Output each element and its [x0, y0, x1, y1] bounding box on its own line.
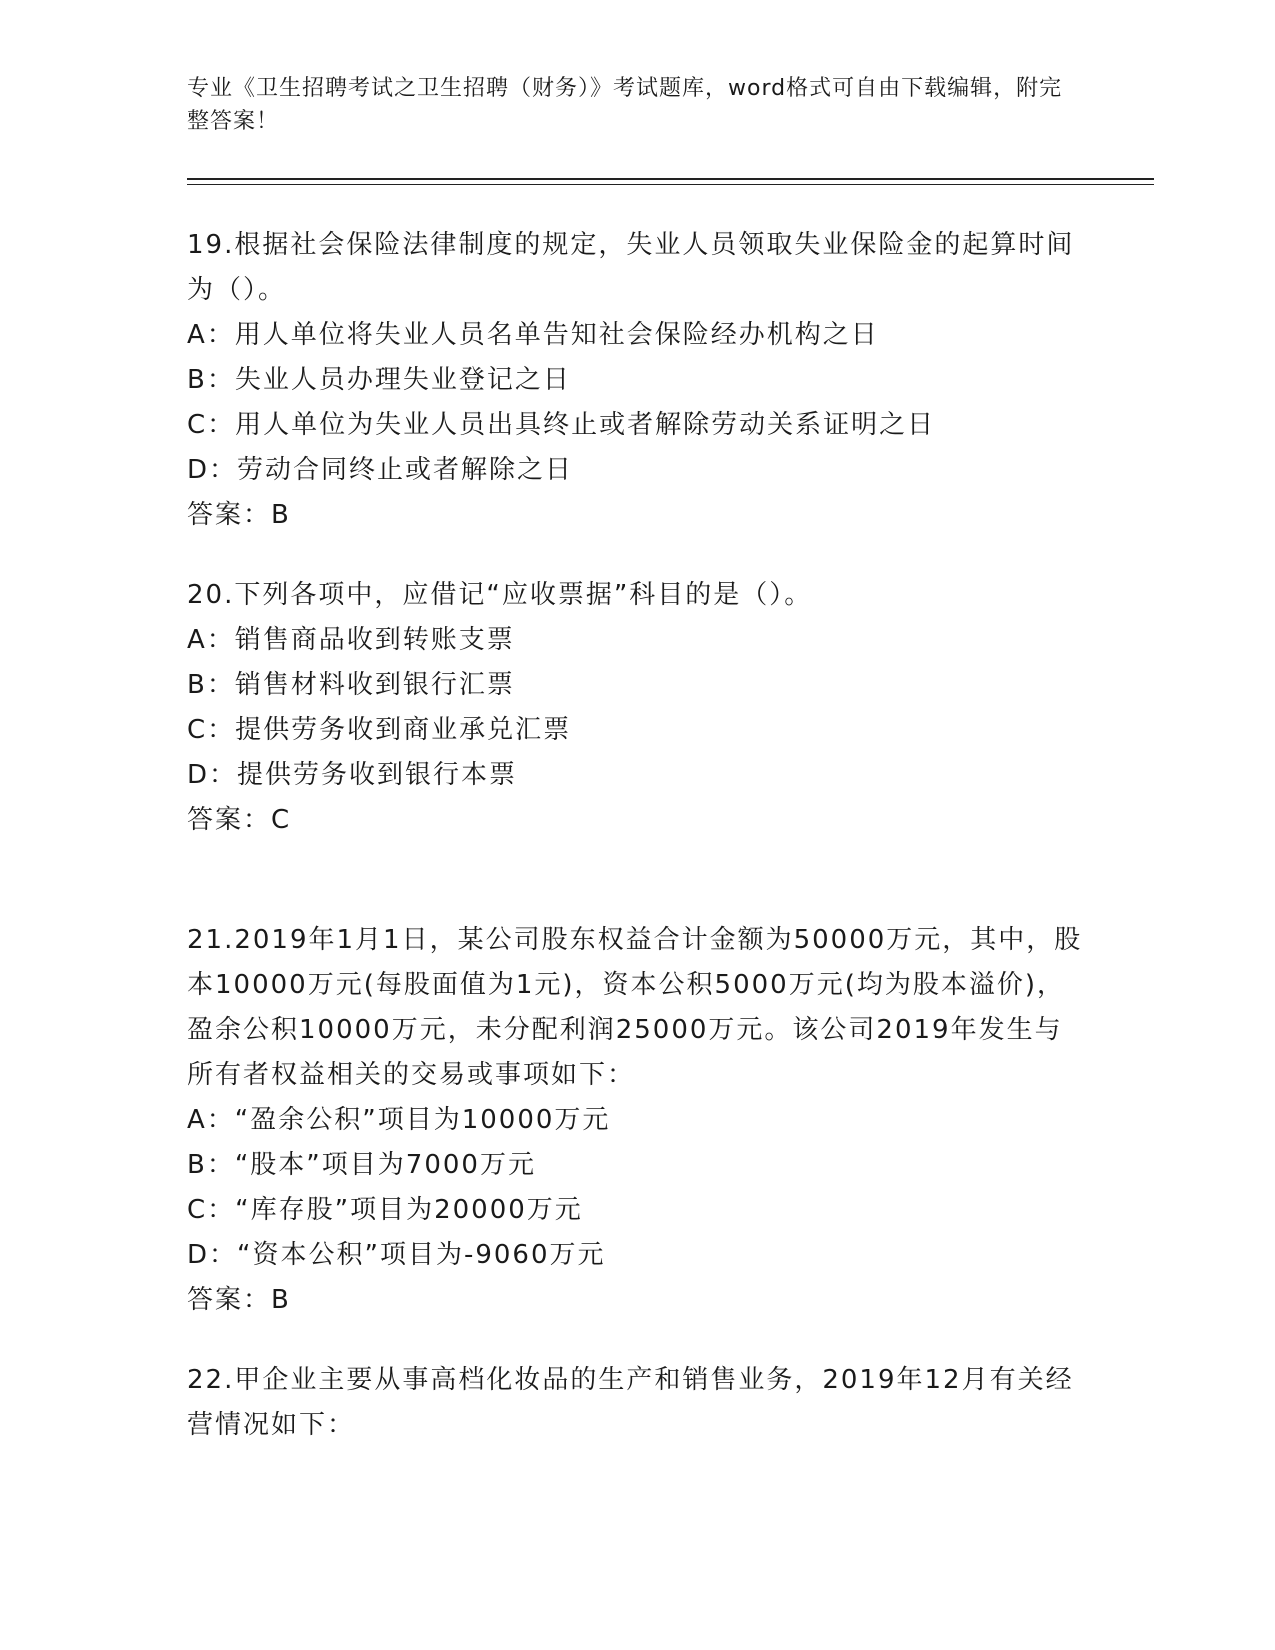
- question-22: [187, 1358, 1087, 1448]
- option-d: D：“资本公积”项目为-9060万元: [187, 1240, 606, 1270]
- answer-line: [187, 493, 1087, 538]
- document-header: 专业《卫生招聘考试之卫生招聘（财务）》考试题库，word格式可自由下载编辑，附完整答案！: [187, 76, 1063, 134]
- option-b: B：销售材料收到银行汇票: [187, 670, 515, 700]
- question-20: [187, 573, 1087, 843]
- option-c: C：“库存股”项目为20000万元: [187, 1195, 583, 1225]
- answer-value: B: [271, 500, 290, 530]
- question-21: [187, 918, 1087, 1323]
- option-a: A：用人单位将失业人员名单告知社会保险经办机构之日: [187, 320, 879, 350]
- answer-value: C: [271, 805, 291, 835]
- question-text: 21.2019年1月1日，某公司股东权益合计金额为50000万元，其中，股本10000万元(每股面值为1元)，资本公积5000万元(均为股本溢价)，盈余公积10000万元，未分配利润25000万元。该公司2019年发生与所有者权益相关的交易或事项如下：: [187, 925, 1083, 1090]
- answer-line: [187, 1278, 1087, 1323]
- option-d: D：提供劳务收到银行本票: [187, 760, 518, 790]
- answer-line: [187, 798, 1087, 843]
- answer-label: 答案：: [187, 1285, 272, 1315]
- option-a: A：“盈余公积”项目为10000万元: [187, 1105, 611, 1135]
- option-d: D：劳动合同终止或者解除之日: [187, 455, 574, 485]
- header-divider-thick: [187, 178, 1154, 180]
- question-19: [187, 223, 1087, 538]
- option-a: A：销售商品收到转账支票: [187, 625, 515, 655]
- answer-label: 答案：: [187, 500, 272, 530]
- answer-label: 答案：: [187, 805, 272, 835]
- option-c: C：提供劳务收到商业承兑汇票: [187, 715, 572, 745]
- header-divider-thin: [187, 184, 1154, 185]
- option-b: B：“股本”项目为7000万元: [187, 1150, 536, 1180]
- question-text: 20.下列各项中，应借记“应收票据”科目的是（）。: [187, 580, 813, 610]
- option-b: B：失业人员办理失业登记之日: [187, 365, 571, 395]
- answer-value: B: [271, 1285, 290, 1315]
- option-c: C：用人单位为失业人员出具终止或者解除劳动关系证明之日: [187, 410, 936, 440]
- question-text: 19.根据社会保险法律制度的规定，失业人员领取失业保险金的起算时间为（）。: [187, 230, 1075, 305]
- question-text: 22.甲企业主要从事高档化妆品的生产和销售业务，2019年12月有关经营情况如下：: [187, 1365, 1074, 1440]
